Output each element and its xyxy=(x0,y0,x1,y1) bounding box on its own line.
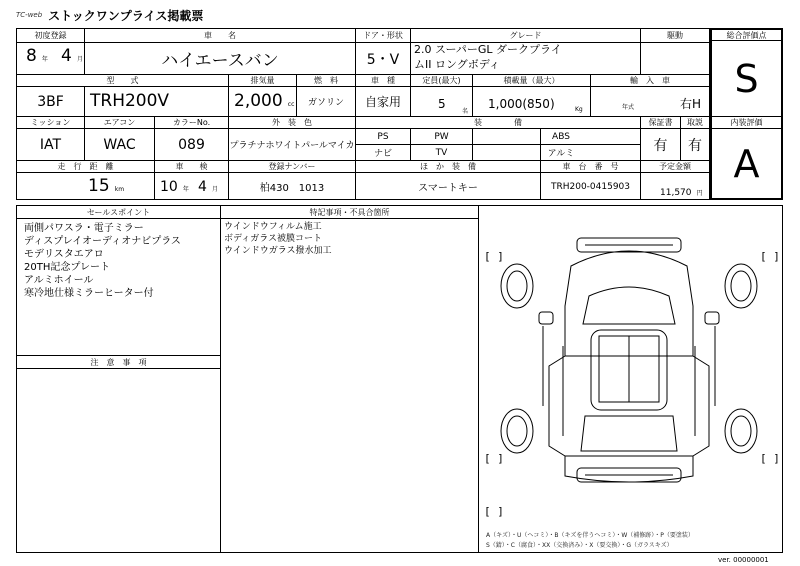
label-equipment: 装 備 xyxy=(356,117,640,128)
reg-year-group xyxy=(26,46,83,66)
inspection-month-unit: 月 xyxy=(212,186,219,193)
list-item: アルミホイール xyxy=(24,275,94,286)
load-unit: Kg xyxy=(575,106,583,113)
mileage-unit: km xyxy=(114,186,125,193)
label-notes: 特記事項・不具合箇所 xyxy=(221,206,478,218)
version-footer: ver. 00000001 xyxy=(718,556,769,564)
capacity-value: 5 xyxy=(438,97,446,111)
label-chassis: 車 台 番 号 xyxy=(541,161,640,172)
equipment-abs: ABS xyxy=(552,131,570,142)
capacity-unit: 名 xyxy=(462,108,469,115)
label-other-equipment: ほ か 装 備 xyxy=(356,161,540,172)
label-overall-score: 総合評価点 xyxy=(712,30,781,40)
label-price: 予定金額 xyxy=(641,161,709,172)
reg-year: 8 xyxy=(26,46,37,66)
damage-marker-bottom-left: [ ] xyxy=(484,505,504,518)
mission-value: IAT xyxy=(39,136,62,153)
label-grade: グレード xyxy=(411,29,640,42)
grade-line-2: ムII ロングボディ xyxy=(414,58,500,71)
sales-points-list xyxy=(24,222,181,300)
import-value: 右H xyxy=(680,97,702,111)
label-capacity: 定員(最大) xyxy=(411,75,472,86)
equipment-ps: PS xyxy=(377,131,389,142)
price-value: 11,570 xyxy=(660,188,692,198)
header xyxy=(16,6,203,24)
list-item: ディスプレイオーディオナビプラス xyxy=(24,236,181,247)
inspection-year-unit: 年 xyxy=(182,186,189,193)
exterior-color-value: プラチナホワイトパールマイカ xyxy=(229,141,355,151)
label-plate: 登録ナンバー xyxy=(229,161,355,172)
reg-month-unit: 月 xyxy=(76,56,83,63)
list-item: 20TH記念プレート xyxy=(24,262,110,273)
chassis-value: TRH200-0415903 xyxy=(550,181,631,192)
damage-marker-rear-right: [ ] xyxy=(760,452,780,465)
plate-value: 柏430 1013 xyxy=(259,183,325,194)
model-value: TRH200V xyxy=(90,91,170,111)
label-first-registration: 初度登録 xyxy=(17,29,84,42)
label-car-name: 車 名 xyxy=(85,29,355,42)
label-inspection: 車 検 xyxy=(155,161,228,172)
overall-score-value: S xyxy=(734,56,759,101)
list-item: ボディガラス被膜コート xyxy=(224,234,323,244)
label-fuel: 燃 料 xyxy=(297,75,355,86)
damage-marker-front-left: [ ] xyxy=(484,250,504,263)
aircon-value: WAC xyxy=(103,136,136,153)
label-door-shape: ドア・形状 xyxy=(356,29,410,42)
label-aircon: エアコン xyxy=(85,117,154,128)
load-value: 1,000(850) xyxy=(488,97,555,111)
color-no-value: 089 xyxy=(178,136,205,153)
inspection-month: 4 xyxy=(198,179,207,195)
label-drive: 駆動 xyxy=(641,29,709,42)
label-sales-points: セールスポイント xyxy=(17,206,220,218)
displacement-value: 2,000 xyxy=(234,91,283,111)
price-unit: 円 xyxy=(696,190,703,197)
label-exterior-color: 外 装 色 xyxy=(229,117,355,128)
notes-list xyxy=(224,221,331,257)
label-interior-score: 内装評価 xyxy=(712,117,781,128)
label-load: 積載量（最大） xyxy=(473,75,590,86)
equipment-alumi: アルミ xyxy=(547,149,575,159)
list-item: 寒冷地仕様ミラーヒーター付 xyxy=(24,288,154,299)
label-import: 輸 入 車 xyxy=(591,75,709,86)
damage-legend-line-1: A（キズ）・U（ヘコミ）・B（キズを伴うヘコミ）・W（補修跡）・P（要塗装） xyxy=(486,532,694,539)
grade-value xyxy=(414,42,562,72)
label-warranty: 保証書 xyxy=(641,117,680,128)
label-caution: 注 意 事 項 xyxy=(17,356,220,368)
list-item: モデリスタエアロ xyxy=(24,249,104,260)
label-model: 型 式 xyxy=(17,75,228,86)
mileage-value: 15 xyxy=(88,176,110,196)
displacement-unit: cc xyxy=(287,101,295,108)
damage-legend-line-2: S（錆）・C（腐食）・XX（交換済み）・X（要交換）・G（ガラスキズ） xyxy=(486,542,673,549)
vehicle-damage-diagram xyxy=(479,206,782,552)
grade-line-1: 2.0 スーパーGL ダークプライ xyxy=(414,43,562,56)
label-mission: ミッション xyxy=(17,117,84,128)
warranty-value: 有 xyxy=(653,137,668,154)
inspection-year: 10 xyxy=(160,179,178,195)
equipment-tv: TV xyxy=(435,147,448,158)
label-color-no: カラーNo. xyxy=(155,117,228,128)
fuel-value: ガソリン xyxy=(307,98,344,108)
reg-month: 4 xyxy=(61,46,72,66)
page-title: ストックワンプライス掲載票 xyxy=(48,8,204,23)
model-prefix-value: 3BF xyxy=(37,93,64,110)
reg-year-unit: 年 xyxy=(41,56,48,63)
import-year-label: 年式 xyxy=(622,104,635,111)
list-item: ウインドウガラス撥水加工 xyxy=(224,246,332,256)
manual-value: 有 xyxy=(688,137,702,154)
label-manual: 取説 xyxy=(681,117,709,128)
category-value: 自家用 xyxy=(364,95,401,109)
other-equipment-value: スマートキー xyxy=(418,183,478,194)
tc-web-logo: TC-web xyxy=(16,11,43,19)
door-shape-value: 5・V xyxy=(366,51,400,68)
label-displacement: 排気量 xyxy=(229,75,296,86)
label-category: 車 種 xyxy=(356,75,410,86)
interior-score-value: A xyxy=(733,141,760,186)
car-name-value: ハイエースバン xyxy=(161,51,279,71)
equipment-navi: ナビ xyxy=(373,149,392,159)
list-item: ウインドウフィルム施工 xyxy=(224,222,322,232)
label-mileage: 走 行 距 離 xyxy=(17,161,154,172)
list-item: 両側パワスラ・電子ミラー xyxy=(24,223,144,234)
damage-marker-rear-left: [ ] xyxy=(484,452,504,465)
equipment-pw: PW xyxy=(434,131,449,142)
damage-marker-front-right: [ ] xyxy=(760,250,780,263)
